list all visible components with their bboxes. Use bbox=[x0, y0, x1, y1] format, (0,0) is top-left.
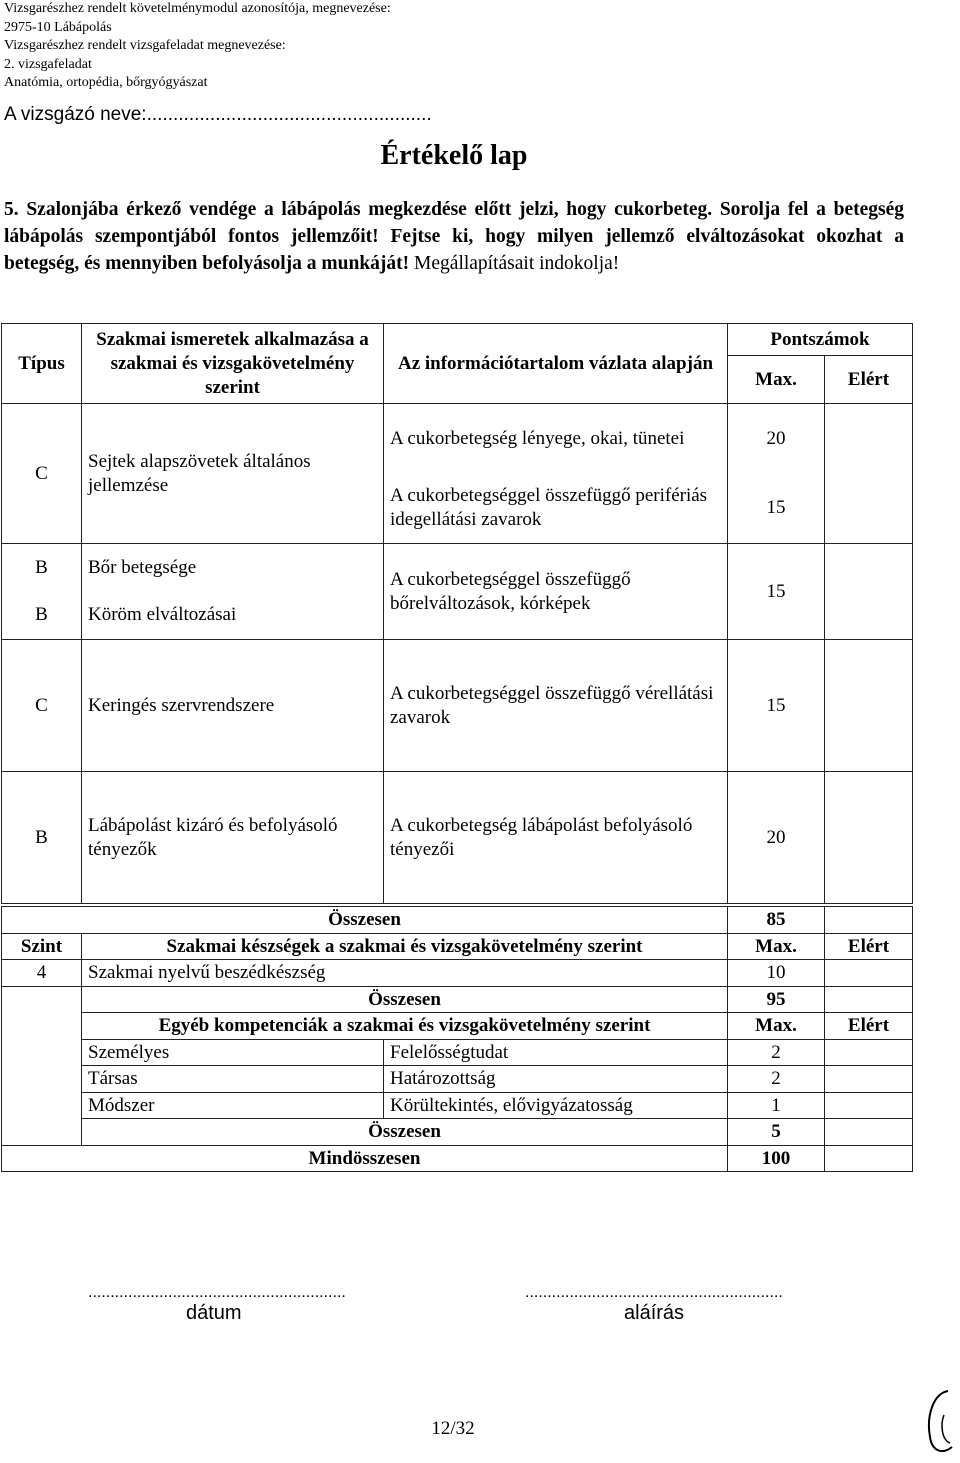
row2-type-a: B bbox=[2, 544, 82, 592]
document-header bbox=[4, 0, 391, 93]
row2-topic-a: Bőr betegsége bbox=[82, 544, 384, 592]
egyeb-max: Max. bbox=[728, 1013, 825, 1040]
task-name: Anatómia, ortopédia, bőrgyógyászat bbox=[4, 75, 208, 90]
grand-total-value: 100 bbox=[728, 1145, 825, 1172]
handwritten-signature bbox=[920, 1385, 960, 1460]
k3-elert[interactable] bbox=[825, 1092, 913, 1119]
row4-topic: Lábápolást kizáró és befolyásoló tényezők bbox=[82, 772, 384, 904]
k2-category: Társas bbox=[82, 1066, 384, 1093]
module-label: Vizsgarészhez rendelt követelménymodul azonosítója, megnevezése: bbox=[4, 1, 391, 16]
row2-type-b: B bbox=[2, 592, 82, 640]
module-name: 2975-10 Lábápolás bbox=[4, 19, 112, 35]
header-tipus: Típus bbox=[2, 324, 82, 404]
egyeb-elert: Elért bbox=[825, 1013, 913, 1040]
task-text: 5. Szalonjába érkező vendége a lábápolás megkezdése előtt jelzi, hogy cukorbeteg. Sorolja fel a betegség lábápolás szempontjából fontos jellemzőit! Fejtse ki, hogy milyen jellemző elváltozásokat okozhat a betegség, és mennyiben befolyásolja a munkáját! bbox=[4, 199, 904, 274]
page-title: Értékelő lap bbox=[380, 140, 528, 171]
row2-topic-b: Köröm elváltozásai bbox=[82, 592, 384, 640]
header-max: Max. bbox=[728, 356, 825, 404]
row3-elert[interactable] bbox=[825, 640, 913, 772]
row1-info-a: A cukorbetegség lényege, okai, tünetei bbox=[384, 404, 728, 474]
signature-dots: .......................................................... bbox=[525, 1284, 783, 1301]
subtotal-1-value: 85 bbox=[728, 907, 825, 934]
header-elert: Elért bbox=[825, 356, 913, 404]
row4-info: A cukorbetegség lábápolást befolyásoló tényezői bbox=[384, 772, 728, 904]
row3-topic: Keringés szervrendszere bbox=[82, 640, 384, 772]
subtotal-2-label: Összesen bbox=[82, 986, 728, 1013]
task-text-tail: Megállapításait indokolja! bbox=[414, 253, 620, 274]
row2-info: A cukorbetegséggel összefüggő bőrelváltozások, kórképek bbox=[384, 544, 728, 640]
k1-category: Személyes bbox=[82, 1039, 384, 1066]
subtotal-2-elert[interactable] bbox=[825, 986, 913, 1013]
keszsegek-header: Szakmai készségek a szakmai és vizsgakövetelmény szerint bbox=[82, 933, 728, 960]
egyeb-header: Egyéb kompetenciák a szakmai és vizsgakövetelmény szerint bbox=[82, 1013, 728, 1040]
k3-category: Módszer bbox=[82, 1092, 384, 1119]
row1-max-b: 15 bbox=[728, 474, 825, 544]
row3-max: 15 bbox=[728, 640, 825, 772]
k2-elert[interactable] bbox=[825, 1066, 913, 1093]
header-szakmai: Szakmai ismeretek alkalmazása a szakmai és vizsgakövetelmény szerint bbox=[82, 324, 384, 404]
k3-max: 1 bbox=[728, 1092, 825, 1119]
grand-total-elert[interactable] bbox=[825, 1145, 913, 1172]
header-pontszamok: Pontszámok bbox=[728, 324, 913, 356]
keszsegek-max: Max. bbox=[728, 933, 825, 960]
k2-name: Határozottság bbox=[384, 1066, 728, 1093]
row2-max: 15 bbox=[728, 544, 825, 640]
k1-elert[interactable] bbox=[825, 1039, 913, 1066]
row1-topic: Sejtek alapszövetek általános jellemzése bbox=[82, 404, 384, 544]
signature-label: aláírás bbox=[624, 1302, 685, 1324]
evaluation-table bbox=[1, 323, 913, 904]
date-dots: .......................................................... bbox=[88, 1284, 346, 1301]
task-number: 2. vizsgafeladat bbox=[4, 56, 92, 72]
k3-name: Körültekintés, elővigyázatosság bbox=[384, 1092, 728, 1119]
page-number: 12/32 bbox=[431, 1418, 475, 1439]
row1-type: C bbox=[2, 404, 82, 544]
row1-info-b: A cukorbetegséggel összefüggő perifériás idegellátási zavarok bbox=[384, 474, 728, 544]
row3-type: C bbox=[2, 640, 82, 772]
row2-elert[interactable] bbox=[825, 544, 913, 640]
subtotal-1-elert[interactable] bbox=[825, 907, 913, 934]
level-value: 4 bbox=[2, 960, 82, 987]
row1-elert[interactable] bbox=[825, 404, 913, 544]
row4-max: 20 bbox=[728, 772, 825, 904]
subtotal-1-label: Összesen bbox=[2, 907, 728, 934]
nyelvu-elert[interactable] bbox=[825, 960, 913, 987]
candidate-name-line: A vizsgázó neve:...................................................... bbox=[4, 104, 432, 125]
row4-elert[interactable] bbox=[825, 772, 913, 904]
k1-name: Felelősségtudat bbox=[384, 1039, 728, 1066]
header-info: Az információtartalom vázlata alapján bbox=[384, 324, 728, 404]
task-description bbox=[4, 196, 904, 277]
subtotal-3-label: Összesen bbox=[82, 1119, 728, 1146]
keszsegek-elert: Elért bbox=[825, 933, 913, 960]
row4-type: B bbox=[2, 772, 82, 904]
k2-max: 2 bbox=[728, 1066, 825, 1093]
date-label: dátum bbox=[186, 1302, 242, 1324]
row1-max-a: 20 bbox=[728, 404, 825, 474]
summary-table bbox=[1, 906, 913, 1172]
nyelvu-max: 10 bbox=[728, 960, 825, 987]
nyelvu-label: Szakmai nyelvű beszédkészség bbox=[82, 960, 728, 987]
row3-info: A cukorbetegséggel összefüggő vérellátási zavarok bbox=[384, 640, 728, 772]
szint-header: Szint bbox=[2, 933, 82, 960]
subtotal-3-value: 5 bbox=[728, 1119, 825, 1146]
k1-max: 2 bbox=[728, 1039, 825, 1066]
grand-total-label: Mindösszesen bbox=[2, 1145, 728, 1172]
subtotal-2-value: 95 bbox=[728, 986, 825, 1013]
subtotal-3-elert[interactable] bbox=[825, 1119, 913, 1146]
task-label: Vizsgarészhez rendelt vizsgafeladat megnevezése: bbox=[4, 38, 286, 53]
